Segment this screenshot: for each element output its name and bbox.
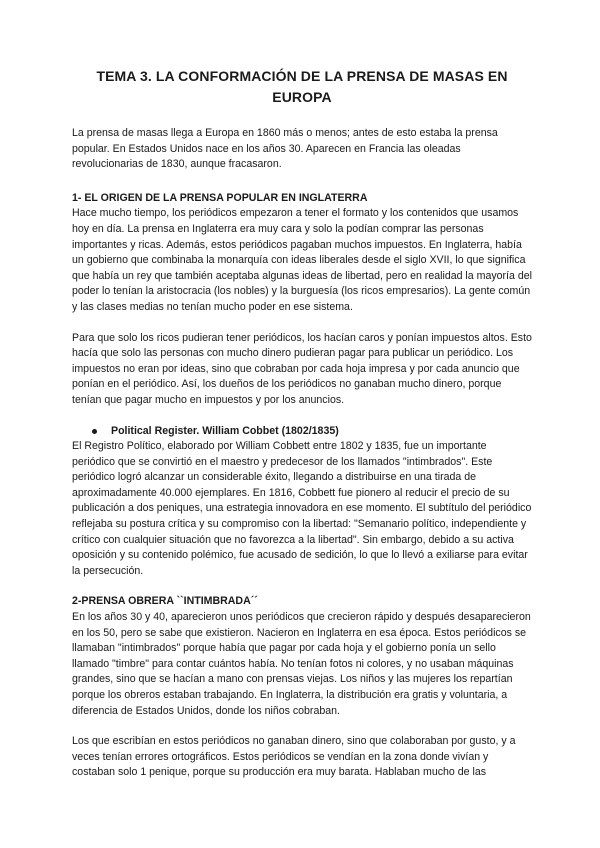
bullet-label: Political Register. William Cobbet (1802/1835)	[111, 424, 339, 437]
section-2-paragraph-1: En los años 30 y 40, aparecieron unos periódicos que crecieron rápido y después desaparecieron en los 50, pero se sabe que existieron. Nacieron en Inglaterra en esa época. Estos periódicos se llamaban "intimbrados" porque había que pagar por cada hoja y el gobierno ponía un sello llamado "timbre" para contar cuántos había. No tenían fotos ni colores, y no usaban máquinas grandes, sino que se hacían a mano con prensas viejas. Los niños y las mujeres los repartían porque los obreros estaban trabajando. En Inglaterra, la distribución era gratis y voluntaria, a diferencia de Estados Unidos, donde los niños cobraban.	[72, 611, 531, 717]
document-page	[72, 66, 532, 781]
intro-paragraph: La prensa de masas llega a Europa en 1860 más o menos; antes de esto estaba la prensa popular. En Estados Unidos nace en los años 30. Aparecen en Francia las oleadas revolucionarias de 1830, aunque fracasaron.	[72, 127, 498, 171]
section-1-paragraph-1: Hace mucho tiempo, los periódicos empezaron a tener el formato y los contenidos que usamos hoy en día. La prensa en Inglaterra era muy cara y solo la podían comprar las personas importantes y ricas. Además, estos periódicos pagaban muchos impuestos. En Inglaterra, había un gobierno que combinaba la monarquía con ideas liberales desde el siglo XVII, lo que significa que había un rey que también aceptaba algunas ideas de libertad, pero en realidad la mayoría del poder lo tenían la aristocracia (los nobles) y la burguesía (los ricos empresarios). La gente común y las clases medias no tenían mucho poder en ese sistema.	[72, 207, 532, 313]
bullet-dot-icon	[92, 429, 97, 434]
document-title: TEMA 3. LA CONFORMACIÓN DE LA PRENSA DE MASAS EN EUROPA	[96, 68, 508, 105]
section-2-paragraph-2: Los que escribían en estos periódicos no ganaban dinero, sino que colaboraban por gusto, y a veces tenían errores ortográficos. Estos periódicos se vendían en la zona donde vivían y costaban solo 1 penique, porque su producción era muy barata. Hablaban mucho de las	[72, 735, 516, 779]
bullet-paragraph: El Registro Político, elaborado por William Cobbett entre 1802 y 1835, fue un importante periódico que se convirtió en el maestro y predecesor de los llamados "intimbrados". Este periódico logró alcanzar un considerable éxito, llegando a distribuirse en una tirada de aproximadamente 40.000 ejemplares. En 1816, Cobbett fue pionero al reducir el precio de su publicación a dos peniques, una estrategia innovadora en ese momento. El subtítulo del periódico reflejaba su postura crítica y su compromiso con la libertad: "Semanario político, independiente y crítico con cualquier situación que no favorezca a la libertad". Sin embargo, debido a su activa oposición y su contenido polémico, fue acusado de sedición, lo que lo llevó a exiliarse para evitar la persecución.	[72, 440, 532, 577]
section-heading-1: 1- EL ORIGEN DE LA PRENSA POPULAR EN INGLATERRA	[72, 191, 368, 204]
section-heading-2: 2-PRENSA OBRERA ``INTIMBRADA´´	[72, 595, 258, 608]
section-1-paragraph-2: Para que solo los ricos pudieran tener periódicos, los hacían caros y ponían impuestos altos. Esto hacía que solo las personas con mucho dinero pudieran pagar para publicar un periódico. Los impuestos no eran por ideas, sino que cobraban por cada hoja impresa y por cada anuncio que ponían en el periódico. Así, los dueños de los periódicos no ganaban mucho dinero, porque tenían que pagar mucho en impuestos y por los anuncios.	[72, 331, 532, 406]
bullet-item	[92, 424, 532, 440]
